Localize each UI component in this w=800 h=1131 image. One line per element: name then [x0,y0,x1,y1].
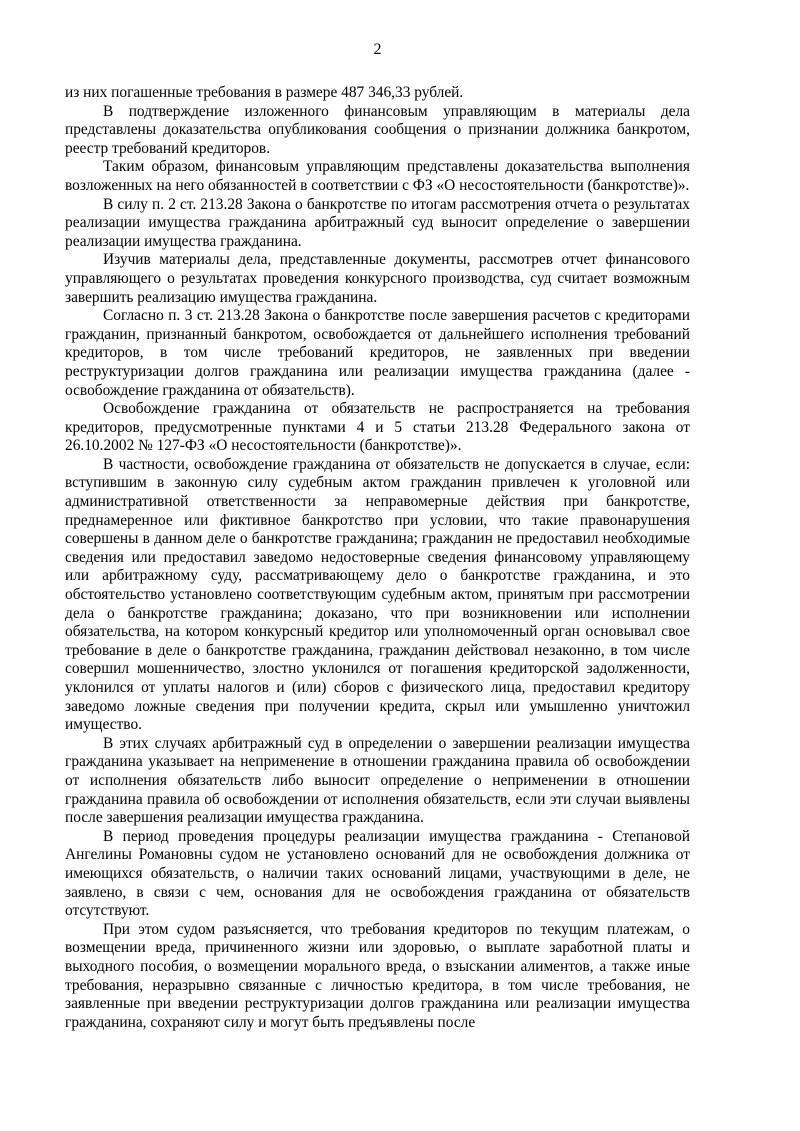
paragraph: При этом судом разъясняется, что требования кредиторов по текущим платежам, о возмещении вреда, причиненного жизни или здоровью, о выплате заработной платы и выходного пособия, о возмещении морального вреда, о взыскании алиментов, а также иные требования, неразрывно связанные с личностью кредитора, в том числе требования, не заявленные при введении реструктуризации долгов гражданина или реализации имущества гражданина, сохраняют силу и могут быть предъявлены после [65,920,690,1031]
paragraph: Таким образом, финансовым управляющим представлены доказательства выполнения возложенных на него обязанностей в соответствии с ФЗ «О несостоятельности (банкротстве)». [65,158,690,194]
paragraph: Согласно п. 3 ст. 213.28 Закона о банкротстве после завершения расчетов с кредиторами гражданин, признанный банкротом, освобождается от дальнейшего исполнения требований кредиторов, в том числе требований кредиторов, не заявленных при введении реструктуризации долгов гражданина или реализации имущества гражданина (далее - освобождение гражданина от обязательств). [65,307,690,399]
paragraph: Освобождение гражданина от обязательств не распространяется на требования кредиторов, предусмотренные пунктами 4 и 5 статьи 213.28 Федерального закона от 26.10.2002 № 127-ФЗ «О несостоятельности (банкротстве)». [65,400,690,455]
paragraph: В частности, освобождение гражданина от обязательств не допускается в случае, если: вступившим в законную силу судебным актом гражданин привлечен к уголовной или административной ответственности за неправомерные действия при банкротстве, преднамеренное или фиктивное банкротство при условии, что такие правонарушения совершены в данном деле о банкротстве гражданина; гражданин не предоставил необходимые сведения или предоставил заведомо недостоверные сведения финансовому управляющему или арбитражному суду, рассматривающему дело о банкротстве гражданина, и это обстоятельство установлено соответствующим судебным актом, принятым при рассмотрении дела о банкротстве гражданина; доказано, что при возникновении или исполнении обязательства, на котором конкурсный кредитор или уполномоченный орган основывал свое требование в деле о банкротстве гражданина, гражданин действовал незаконно, в том числе совершил мошенничество, злостно уклонился от погашения кредиторской задолженности, уклонился от уплаты налогов и (или) сборов с физического лица, предоставил кредитору заведомо ложные сведения при получении кредита, скрыл или умышленно уничтожил имущество. [65,455,690,734]
paragraph: из них погашенные требования в размере 487 346,33 рублей. [65,84,464,101]
paragraph: В силу п. 2 ст. 213.28 Закона о банкротстве по итогам рассмотрения отчета о результатах реализации имущества гражданина арбитражный суд выносит определение о завершении реализации имущества гражданина. [65,195,690,250]
paragraph: В период проведения процедуры реализации имущества гражданина - Степановой Ангелины Романовны судом не установлено оснований для не освобождения должника от имеющихся обязательств, о наличии таких оснований лицами, участвующими в деле, не заявлено, в связи с чем, основания для не освобождения гражданина от обязательств отсутствуют. [65,827,690,920]
paragraph: В этих случаях арбитражный суд в определении о завершении реализации имущества гражданина указывает на неприменение в отношении гражданина правила об освобождении от исполнения обязательств либо выносит определение о неприменении в отношении гражданина правила об освобождении от исполнения обязательств, если эти случаи выявлены после завершения реализации имущества гражданина. [65,734,690,827]
page-number: 2 [373,41,382,58]
paragraph: Изучив материалы дела, представленные документы, рассмотрев отчет финансового управляющего о результатах проведения конкурсного производства, суд считает возможным завершить реализацию имущества гражданина. [65,251,690,306]
document-body [65,84,690,1032]
paragraph: В подтверждение изложенного финансовым управляющим в материалы дела представлены доказательства опубликования сообщения о признании должника банкротом, реестр требований кредиторов. [65,102,690,157]
